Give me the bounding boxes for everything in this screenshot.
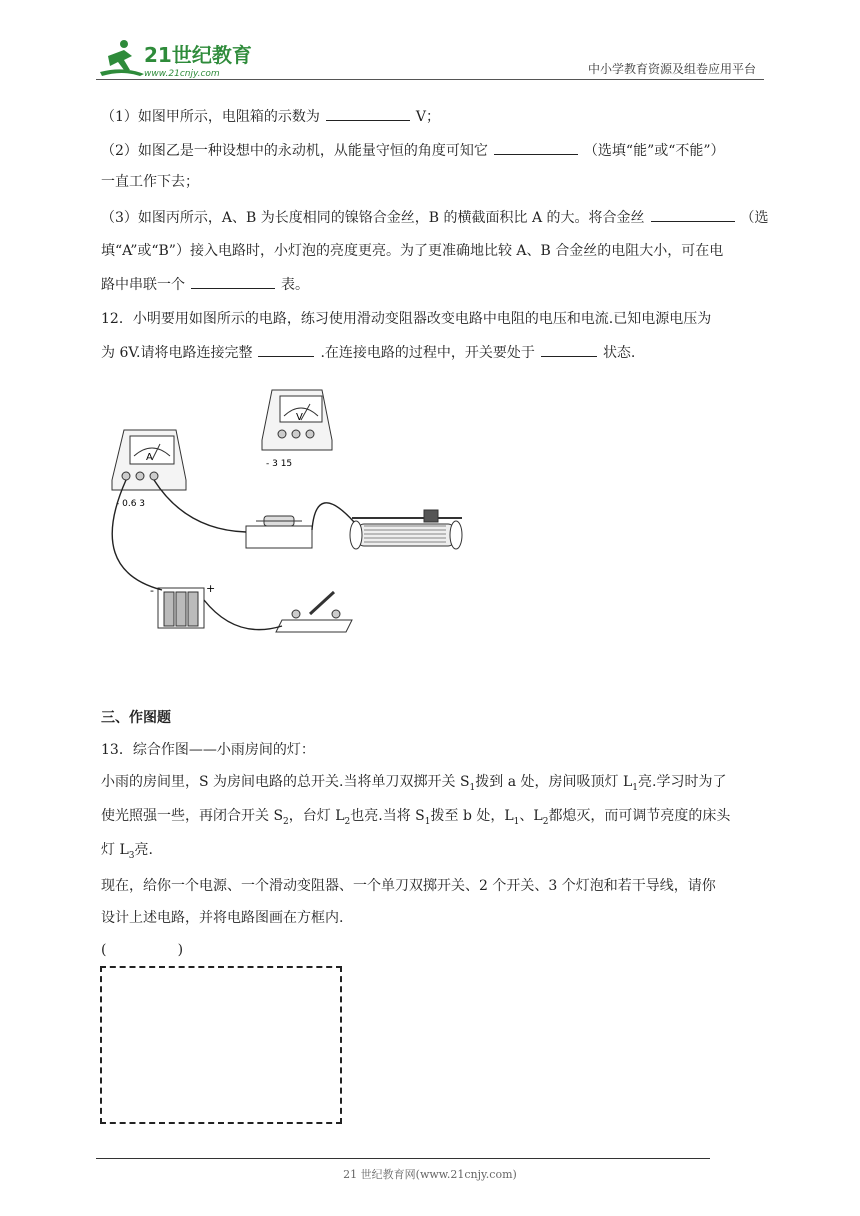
subscript: 2	[283, 816, 289, 827]
subscript: 1	[632, 782, 638, 793]
q13-text: 拨到 a 处，房间吸顶灯 L	[475, 774, 633, 790]
svg-text:A: A	[146, 452, 153, 463]
q12-line1: 12．小明要用如图所示的电路，练习使用滑动变阻器改变电路中电阻的电压和电流.已知电源电压为	[101, 311, 712, 327]
q11-part3-line2: 填“A”或“B”）接入电路时，小灯泡的亮度更亮。为了更准确地比较 A、B 合金丝的电阻大小，可在电	[101, 243, 724, 259]
q13-text: 都熄灭，而可调节亮度的床头	[548, 808, 731, 824]
resistor	[246, 516, 312, 548]
q11-part3-text: （3）如图丙所示，A、B 为长度相同的镍铬合金丝，B 的横截面积比 A 的大。将合金丝	[101, 210, 645, 226]
q13-text: 灯 L	[101, 842, 129, 858]
answer-blank[interactable]	[494, 140, 578, 155]
q11-part1	[101, 106, 440, 127]
ammeter	[112, 430, 186, 509]
platform-name: 中小学教育资源及组卷应用平台	[587, 62, 756, 76]
svg-text:+: +	[206, 582, 216, 595]
answer-blank[interactable]	[326, 106, 410, 121]
q13-text: ，台灯 L	[288, 808, 345, 824]
site-logo	[94, 36, 264, 80]
knife-switch	[276, 592, 352, 632]
q11-part3	[101, 207, 769, 228]
subscript: 1	[424, 816, 431, 827]
subscript: 2	[344, 816, 351, 827]
q12-text-b: .在连接电路的过程中，开关要处于	[320, 345, 535, 361]
section-title: 三、作图题	[101, 710, 171, 726]
answer-blank[interactable]	[651, 207, 735, 222]
q13-text: 亮.学习时为了	[638, 774, 727, 790]
svg-text:21世纪教育: 21世纪教育	[144, 43, 252, 67]
subscript: 1	[513, 816, 520, 827]
q13-text: 拨至 b 处，L	[430, 808, 514, 824]
q13-line3	[101, 806, 730, 832]
footer-divider	[96, 1158, 710, 1159]
q11-part2-hint: （选填“能”或“不能”）	[583, 143, 725, 159]
q13-title: 13．综合作图——小雨房间的灯：	[101, 742, 315, 758]
q13-text: 也亮.当将 S	[350, 808, 425, 824]
svg-text:- 0.6 3: - 0.6 3	[116, 499, 146, 509]
footer-text: 21 世纪教育网(www.21cnjy.com)	[343, 1168, 517, 1181]
answer-paren: ( )	[101, 942, 184, 958]
q13-line4	[101, 840, 153, 866]
sliding-rheostat	[350, 510, 462, 549]
q11-part3-line3	[101, 274, 309, 295]
q11-part2-text: （2）如图乙是一种设想中的永动机，从能量守恒的角度可知它	[101, 143, 488, 159]
q13-text: 使光照强一些，再闭合开关 S	[101, 808, 284, 824]
q13-line6: 设计上述电路，并将电路图画在方框内.	[101, 910, 344, 926]
q11-part3-hint: （选	[740, 210, 769, 226]
subscript: 2	[542, 816, 549, 827]
q11-part1-unit: V；	[415, 109, 441, 125]
subscript: 3	[128, 850, 135, 861]
voltmeter	[262, 390, 332, 469]
answer-blank[interactable]	[258, 342, 314, 357]
svg-text:www.21cnjy.com: www.21cnjy.com	[144, 69, 220, 79]
q11-part2	[101, 140, 725, 161]
header-divider	[96, 79, 764, 80]
q13-line5: 现在，给你一个电源、一个滑动变阻器、一个单刀双掷开关、2 个开关、3 个灯泡和若干导线，请你	[101, 878, 716, 894]
answer-blank[interactable]	[191, 274, 275, 289]
q11-part2-cont: 一直工作下去；	[101, 174, 199, 190]
q11-part1-text: （1）如图甲所示，电阻箱的示数为	[101, 109, 320, 125]
svg-text:V: V	[296, 412, 303, 423]
drawing-box[interactable]	[100, 966, 342, 1124]
q12-text-c: 状态.	[602, 345, 636, 361]
q11-part3-text2: 路中串联一个	[101, 277, 185, 293]
q13-text: 亮.	[134, 842, 153, 858]
circuit-diagram	[96, 380, 476, 660]
q13-text: 小雨的房间里，S 为房间电路的总开关.当将单刀双掷开关 S	[101, 774, 470, 790]
q11-part3-unit: 表。	[281, 277, 309, 293]
q13-line2	[101, 772, 726, 798]
svg-text:- 3 15: - 3 15	[266, 459, 293, 469]
q12-line2	[101, 342, 635, 363]
subscript: 1	[469, 782, 476, 793]
q12-text-a: 为 6V.请将电路连接完整	[101, 345, 253, 361]
svg-text:-: -	[150, 584, 154, 597]
q13-text: 、L	[519, 808, 543, 824]
answer-blank[interactable]	[541, 342, 597, 357]
